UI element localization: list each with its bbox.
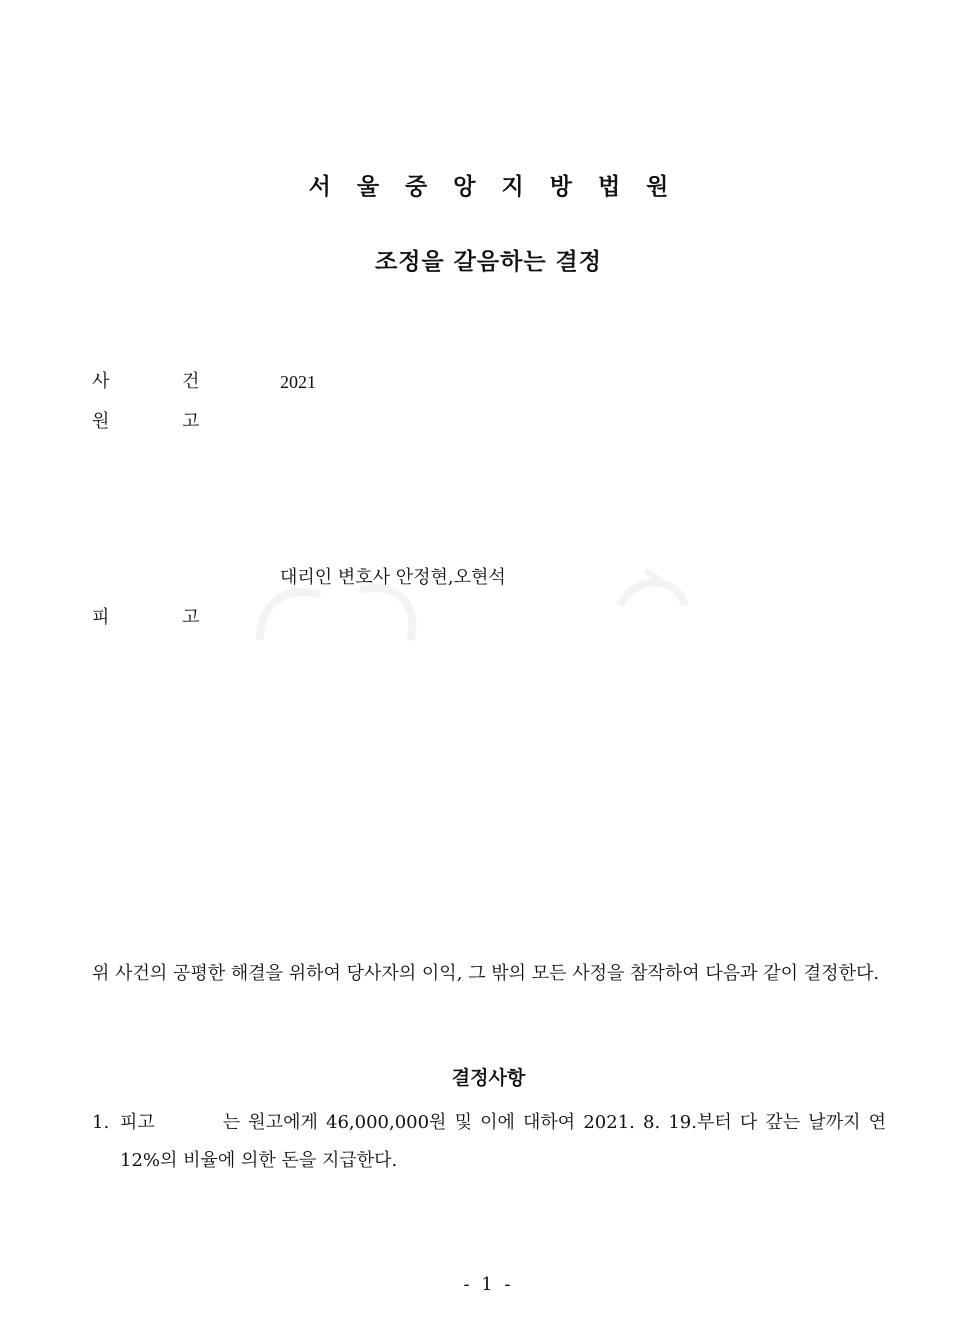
decision-section-title: 결정사항 [451,1067,526,1089]
case-label-2: 건 [182,371,200,392]
plaintiff-label-1: 원 [92,411,110,432]
document-title: 조정을 갈음하는 결정 [375,249,602,275]
defendant-label-2: 고 [182,607,200,628]
court-name: 서 울 중 앙 지 방 법 원 [308,174,678,200]
decision-item-body [120,1104,886,1180]
decision-item-text: 는 원고에게 46,000,000원 및 이에 대하여 2021. 8. 19.부터 다 갚는 날까지 연 12%의 비율에 의한 돈을 지급한다. [120,1112,886,1171]
decision-item [92,1104,886,1180]
decision-item-subject: 피고 [120,1112,155,1133]
intro-paragraph: 위 사건의 공평한 해결을 위하여 당사자의 이익, 그 밖의 모든 사정을 참작하여 다음과 같이 결정한다. [92,963,880,984]
case-number: 2021 [280,372,316,392]
case-label-1: 사 [92,371,110,392]
attorney-line: 대리인 변호사 안정현,오현석 [280,567,506,588]
page-number: - 1 - [463,1274,514,1295]
plaintiff-label-2: 고 [182,411,200,432]
defendant-label-1: 피 [92,607,110,628]
decision-item-number: 1. [92,1112,110,1133]
